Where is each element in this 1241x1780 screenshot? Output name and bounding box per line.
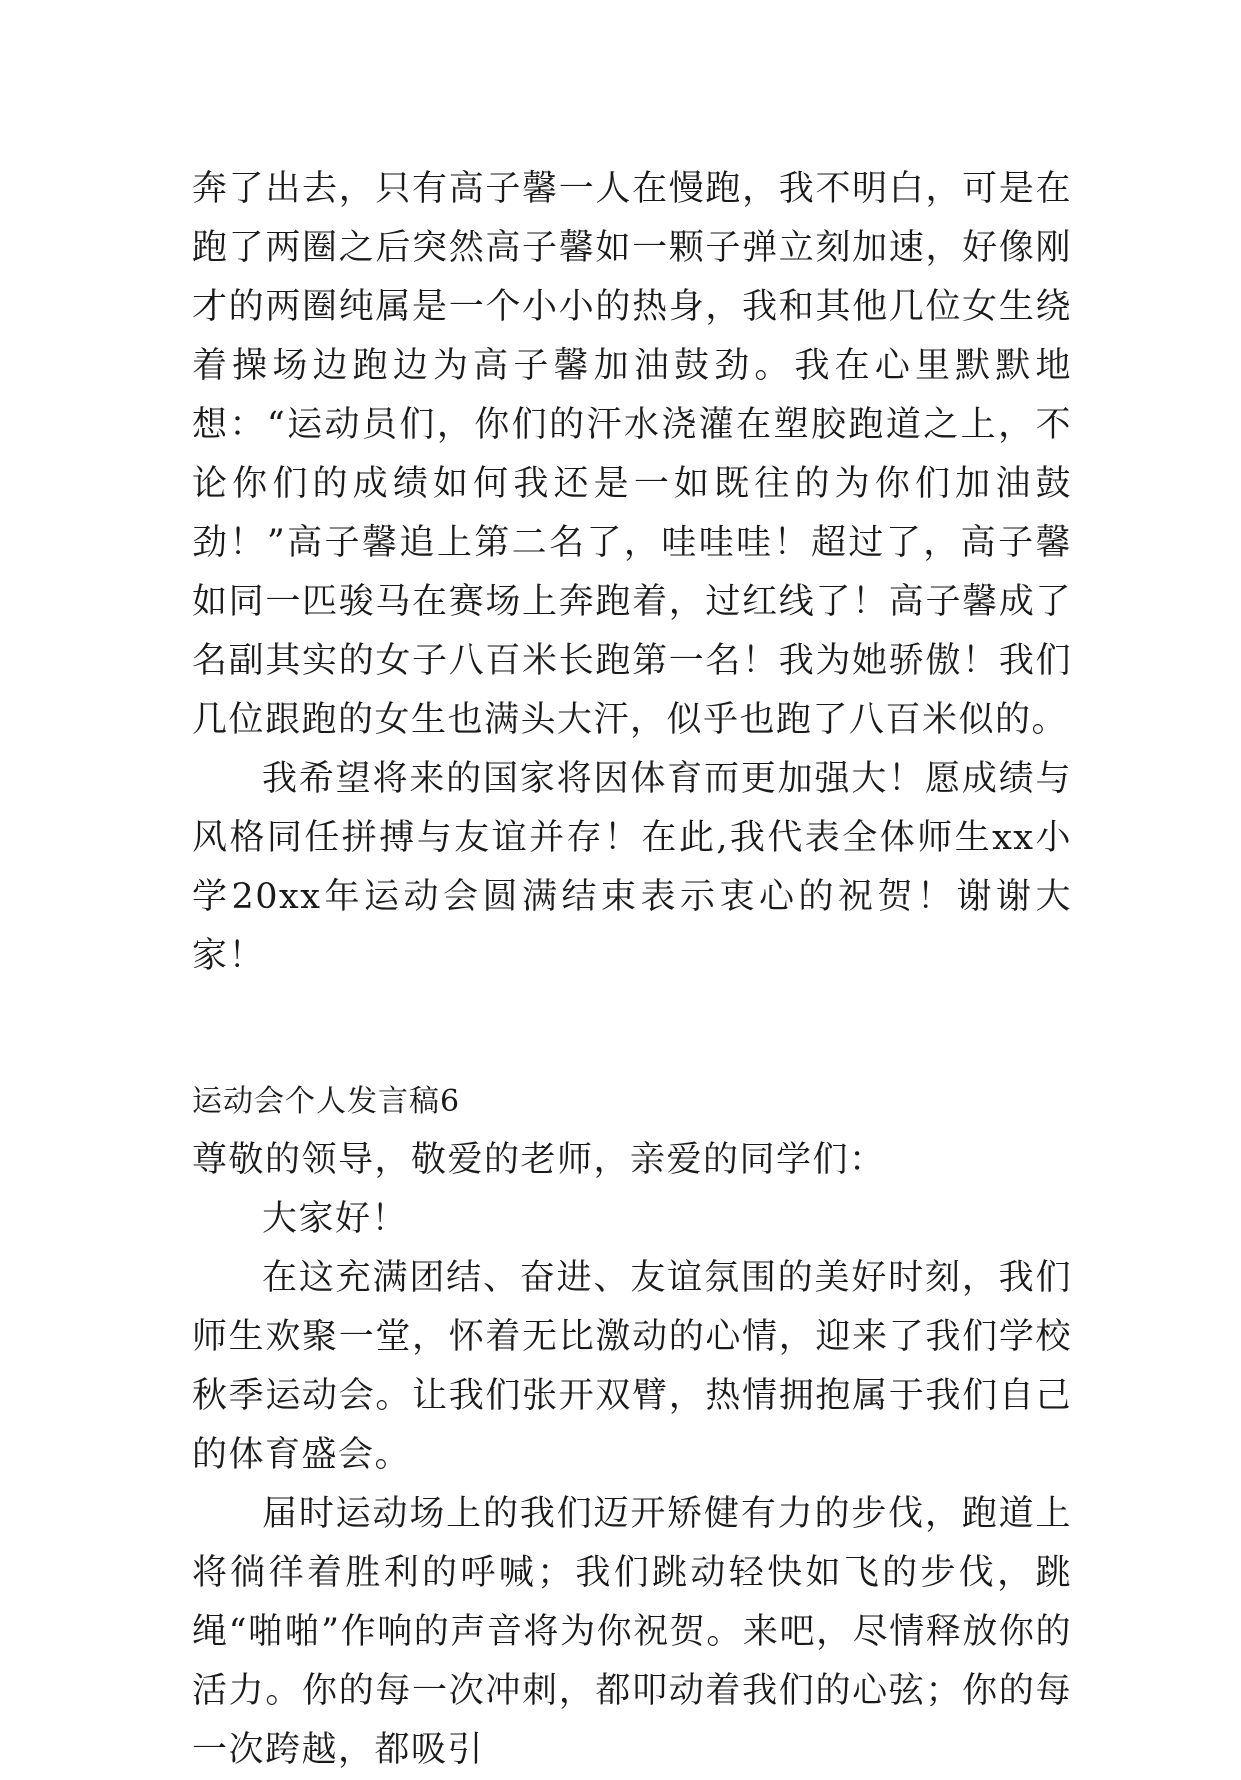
section-title: 运动会个人发言稿6 — [192, 1084, 461, 1119]
salutation: 尊敬的领导，敬爱的老师，亲爱的同学们： — [192, 1140, 886, 1180]
paragraph-race-continuation: 奔了出去，只有高子馨一人在慢跑，我不明白，可是在跑了两圈之后突然高子馨如一颗子弹立刻加速，好像刚才的两圈纯属是一个小小的热身，我和其他几位女生绕着操场边跑边为高子馨加油鼓劲。我在心里默默地想：“运动员们，你们的汗水浇灌在塑胶跑道之上，不论你们的成绩如何我还是一如既往的为你们加油鼓劲！”高子馨追上第二名了，哇哇哇！超过了，高子馨如同一匹骏马在赛场上奔跑着，过红线了！高子馨成了名副其实的女子八百米长跑第一名！我为她骄傲！我们几位跟跑的女生也满头大汗，似乎也跑了八百米似的。 — [192, 169, 1072, 740]
paragraph-body: 届时运动场上的我们迈开矫健有力的步伐，跑道上将徜徉着胜利的呼喊；我们跳动轻快如飞的步伐，跳绳“啪啪”作响的声音将为你祝贺。来吧，尽情释放你的活力。你的每一次冲刺，都叩动着我们的心弦；你的每一次跨越，都吸引 — [192, 1494, 1072, 1770]
section-spacer — [192, 986, 1072, 1072]
document-body — [192, 160, 1072, 1780]
paragraph-closing-wishes: 我希望将来的国家将因体育而更加强大！愿成绩与风格同任拼搏与友谊并存！在此,我代表全体师生xx小学20xx年运动会圆满结束表示衷心的祝贺！谢谢大家！ — [192, 759, 1072, 976]
paragraph-opening: 在这充满团结、奋进、友谊氛围的美好时刻，我们师生欢聚一堂，怀着无比激动的心情，迎来了我们学校秋季运动会。让我们张开双臂，热情拥抱属于我们自己的体育盛会。 — [192, 1258, 1072, 1475]
paragraph-greeting: 大家好！ — [262, 1199, 409, 1239]
